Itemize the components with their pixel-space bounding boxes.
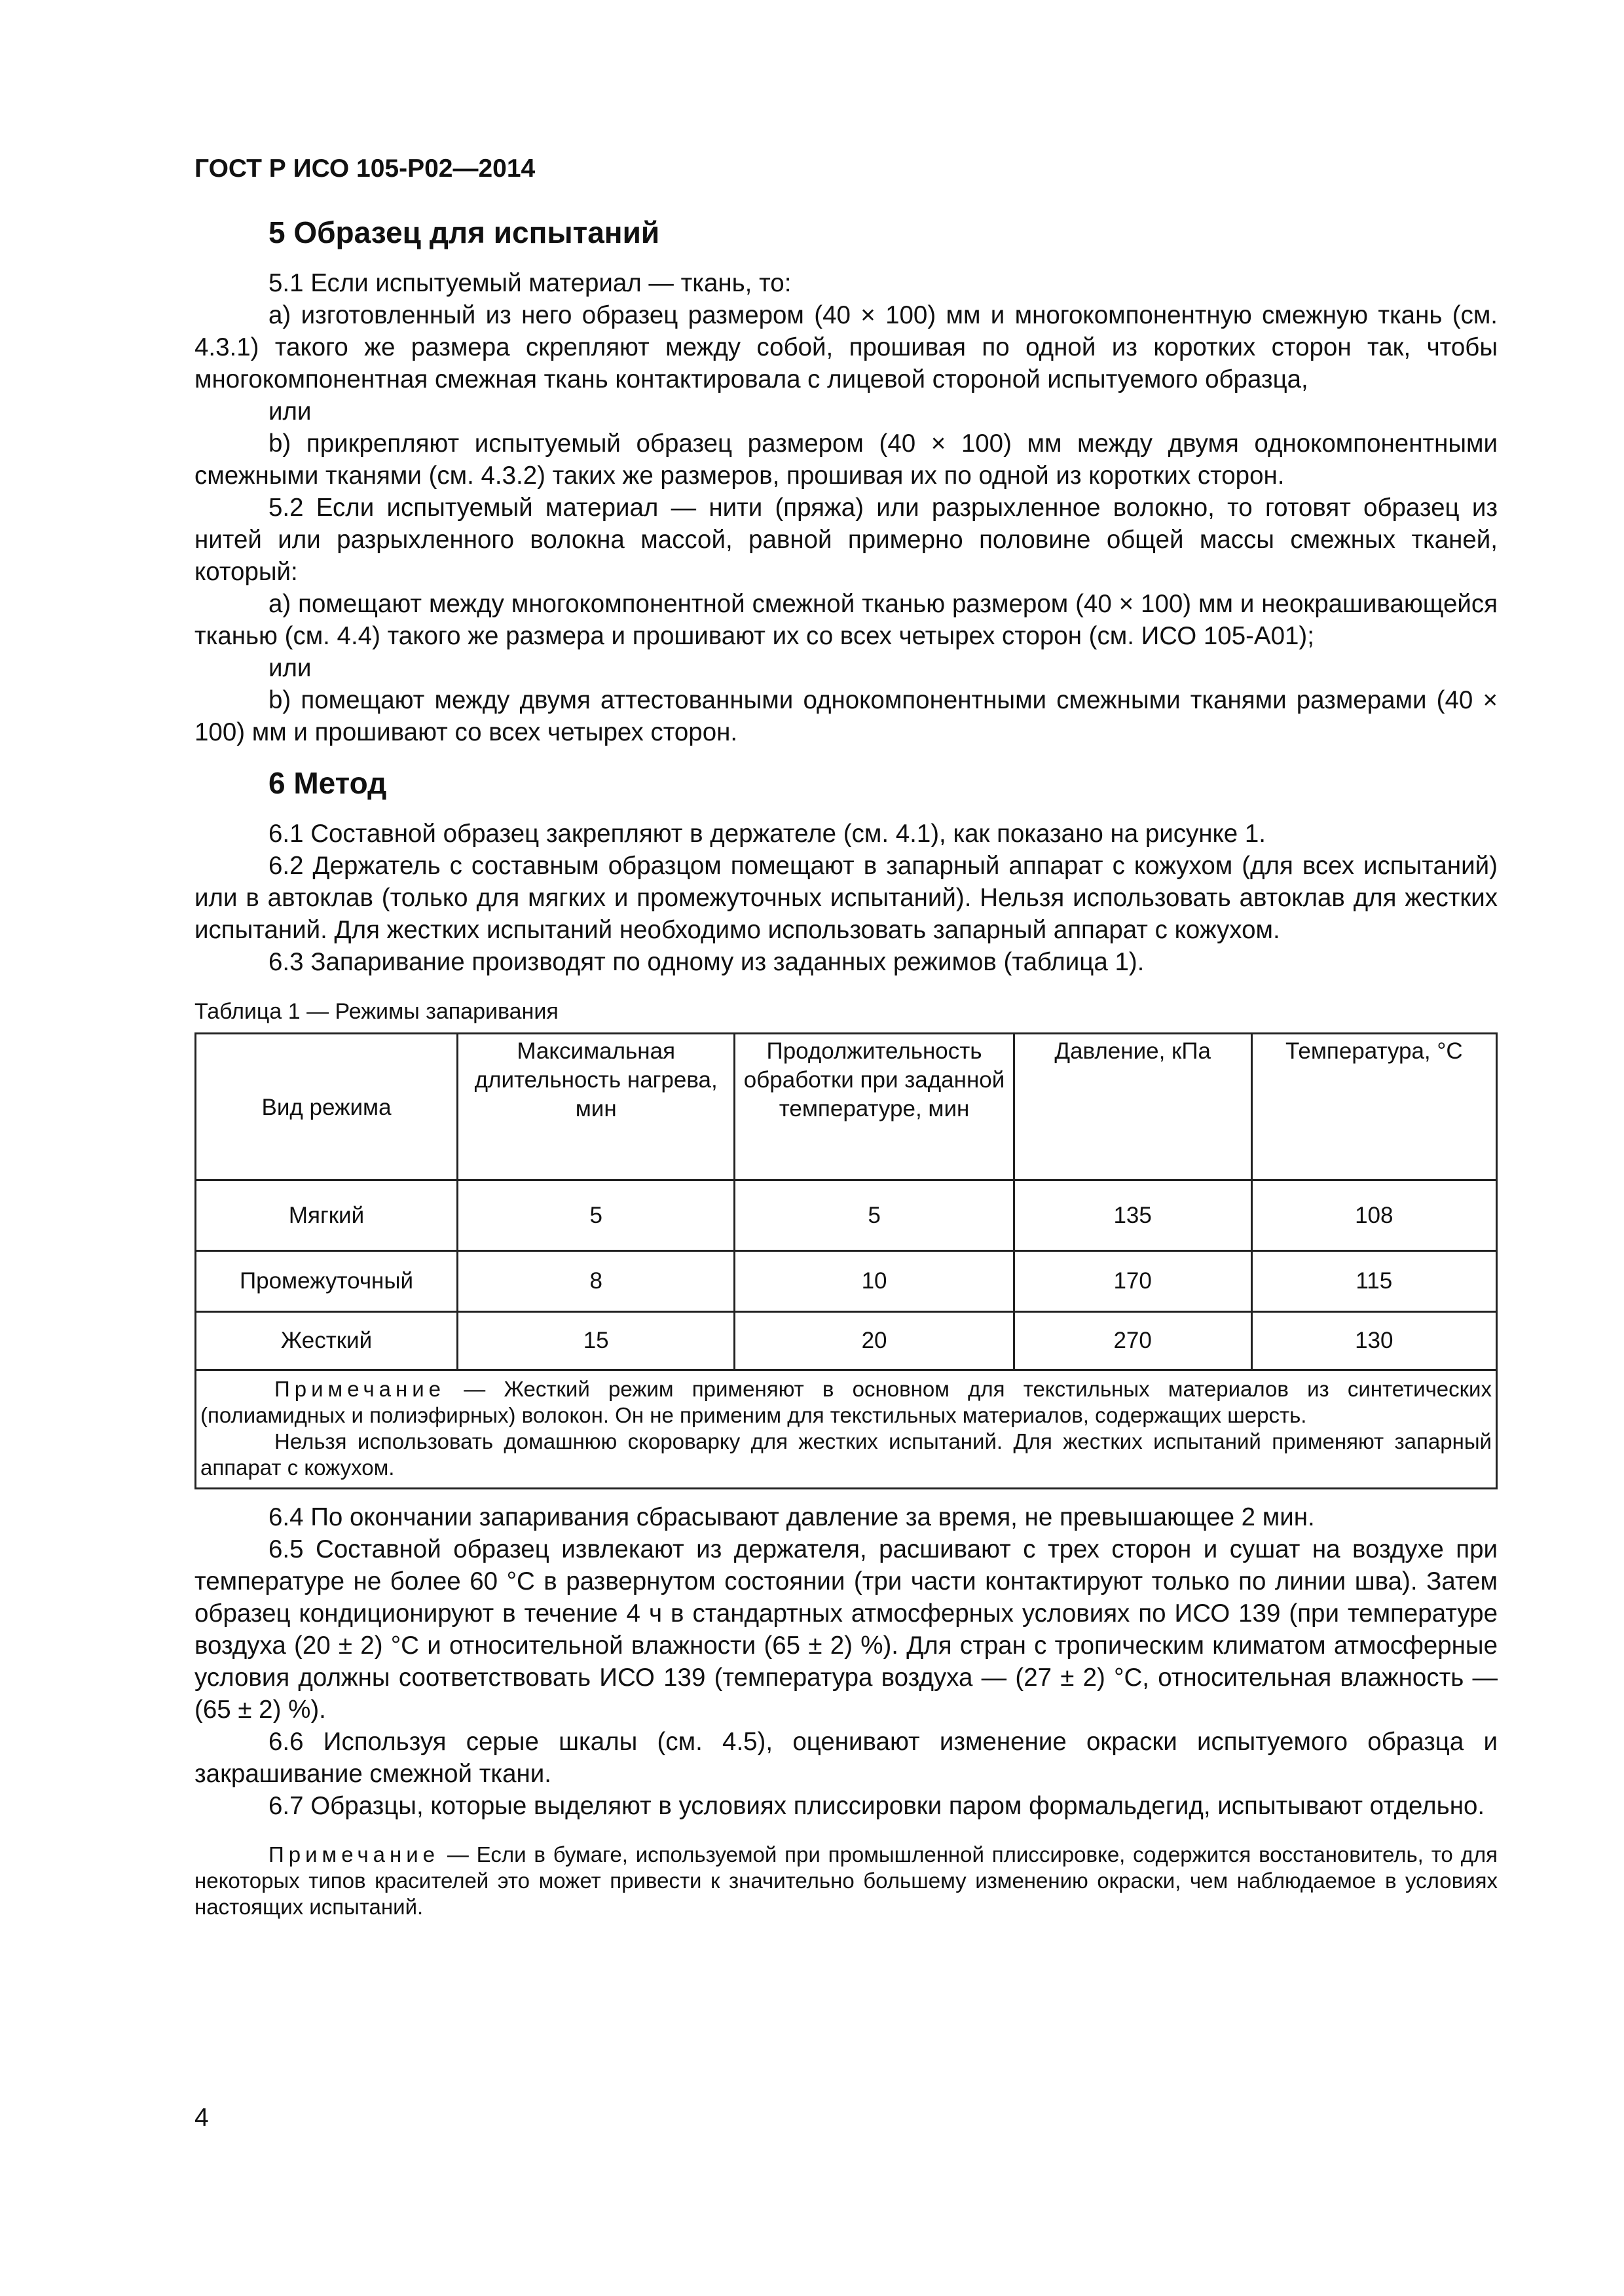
table-cell: 5 bbox=[735, 1180, 1014, 1251]
paragraph-5-1-a: а) изготовленный из него образец размером (40 × 100) мм и многокомпонентную смежную ткань (см. 4.3.1) такого же размера скрепляют между собой, прошивая по одной из коротких сторон так, чтобы многокомпонентная смежная ткань контактировала с лицевой стороной испытуемого образца, bbox=[194, 301, 1498, 393]
section-6-title: 6 Метод bbox=[268, 766, 387, 800]
table-cell: 5 bbox=[458, 1180, 735, 1251]
table-note-paragraph: Нельзя использовать домашнюю скороварку для жестких испытаний. Для жестких испытаний применяют запарный аппарат с кожухом. bbox=[200, 1429, 1492, 1480]
table-caption: Таблица 1 — Режимы запаривания bbox=[194, 999, 559, 1024]
note-text: — Жесткий режим применяют в основном для текстильных материалов из синтетических (полиамидных и полиэфирных) волокон. Он не применим для текстильных материалов, содержащих шерсть. bbox=[200, 1377, 1492, 1427]
paragraph-or: или bbox=[268, 397, 312, 426]
note-label: Примечание bbox=[274, 1377, 446, 1401]
column-header: Продолжительность обработки при заданной температуре, мин bbox=[735, 1034, 1014, 1180]
column-header: Давление, кПа bbox=[1014, 1034, 1251, 1180]
column-header: Температура, °С bbox=[1251, 1034, 1496, 1180]
table-cell: 20 bbox=[735, 1312, 1014, 1370]
footnote bbox=[194, 1842, 1498, 1920]
steaming-modes-table bbox=[194, 1032, 1498, 1489]
paragraph-6-3: 6.3 Запаривание производят по одному из заданных режимов (таблица 1). bbox=[268, 948, 1145, 976]
table-cell: 10 bbox=[735, 1251, 1014, 1312]
paragraph-5-2-a: а) помещают между многокомпонентной смежной тканью размером (40 × 100) мм и неокрашивающейся тканью (см. 4.4) такого же размера и прошивают их со всех четырех сторон (см. ИСО 105-A01); bbox=[194, 590, 1498, 650]
table-cell: 170 bbox=[1014, 1251, 1251, 1312]
column-header: Вид режима bbox=[196, 1034, 458, 1180]
table-cell: 115 bbox=[1251, 1251, 1496, 1312]
table-cell: Жесткий bbox=[196, 1312, 458, 1370]
paragraph-5-1: 5.1 Если испытуемый материал — ткань, то: bbox=[268, 269, 792, 297]
table-note-paragraph bbox=[200, 1376, 1492, 1429]
table-header-row bbox=[196, 1034, 1497, 1180]
paragraph-5-2: 5.2 Если испытуемый материал — нити (пряжа) или разрыхленное волокно, то готовят образец из нитей или разрыхленного волокна массой, равной примерно половине общей массы смежных тканей, который: bbox=[194, 494, 1498, 586]
paragraph-6-5: 6.5 Составной образец извлекают из держателя, расшивают с трех сторон и сушат на воздухе при температуре не более 60 °С в развернутом состоянии (три части контактируют только по линии шва). Затем образец кондиционируют в течение 4 ч в стандартных атмосферных условиях по ИСО 139 (при температуре воздуха (20 ± 2) °С и относительной влажности (65 ± 2) %). Для стран с тропическим климатом атмосферные условия должны соответствовать ИСО 139 (температура воздуха — (27 ± 2) °С, относительная влажность — (65 ± 2) %). bbox=[194, 1535, 1498, 1724]
page-number: 4 bbox=[194, 2104, 209, 2132]
table-cell: 130 bbox=[1251, 1312, 1496, 1370]
table-cell: Мягкий bbox=[196, 1180, 458, 1251]
footnote-label: Примечание bbox=[268, 1842, 440, 1867]
table-cell: 108 bbox=[1251, 1180, 1496, 1251]
footnote-paragraph bbox=[194, 1842, 1498, 1920]
section-5-title: 5 Образец для испытаний bbox=[268, 215, 660, 249]
table-cell: 15 bbox=[458, 1312, 735, 1370]
page-content bbox=[194, 210, 1498, 1920]
table-cell: 8 bbox=[458, 1251, 735, 1312]
table-row bbox=[196, 1312, 1497, 1370]
document-header: ГОСТ Р ИСО 105-Р02—2014 bbox=[194, 155, 536, 183]
table-note-row bbox=[196, 1370, 1497, 1489]
column-header: Максимальная длительность нагрева, мин bbox=[458, 1034, 735, 1180]
paragraph-6-2: 6.2 Держатель с составным образцом помещают в запарный аппарат с кожухом (для всех испытаний) или в автоклав (только для мягких и промежуточных испытаний). Нельзя использовать автоклав для жестких испытаний. Для жестких испытаний необходимо использовать запарный аппарат с кожухом. bbox=[194, 852, 1498, 944]
paragraph-6-1: 6.1 Составной образец закрепляют в держателе (см. 4.1), как показано на рисунке 1. bbox=[268, 820, 1266, 848]
paragraph-5-2-b: b) помещают между двумя аттестованными однокомпонентными смежными тканями размерами (40 × 100) мм и прошивают со всех четырех сторон. bbox=[194, 686, 1498, 746]
table-cell: 135 bbox=[1014, 1180, 1251, 1251]
table-cell: Промежуточный bbox=[196, 1251, 458, 1312]
table-row bbox=[196, 1251, 1497, 1312]
paragraph-5-1-b: b) прикрепляют испытуемый образец размером (40 × 100) мм между двумя однокомпонентными смежными тканями (см. 4.3.2) таких же размеров, прошивая их по одной из коротких сторон. bbox=[194, 429, 1498, 490]
table-cell: 270 bbox=[1014, 1312, 1251, 1370]
paragraph-6-7: 6.7 Образцы, которые выделяют в условиях плиссировки паром формальдегид, испытывают отдельно. bbox=[268, 1792, 1485, 1820]
paragraph-6-6: 6.6 Используя серые шкалы (см. 4.5), оценивают изменение окраски испытуемого образца и закрашивание смежной ткани. bbox=[194, 1728, 1498, 1788]
paragraph-6-4: 6.4 По окончании запаривания сбрасывают давление за время, не превышающее 2 мин. bbox=[268, 1503, 1315, 1531]
footnote-text: — Если в бумаге, используемой при промышленной плиссировке, содержится восстановитель, то для некоторых типов красителей это может привести к значительно большему изменению окраски, чем наблюдаемое в условиях настоящих испытаний. bbox=[194, 1842, 1498, 1919]
table-row bbox=[196, 1180, 1497, 1251]
paragraph-or: или bbox=[268, 654, 312, 682]
table-note bbox=[196, 1370, 1497, 1489]
